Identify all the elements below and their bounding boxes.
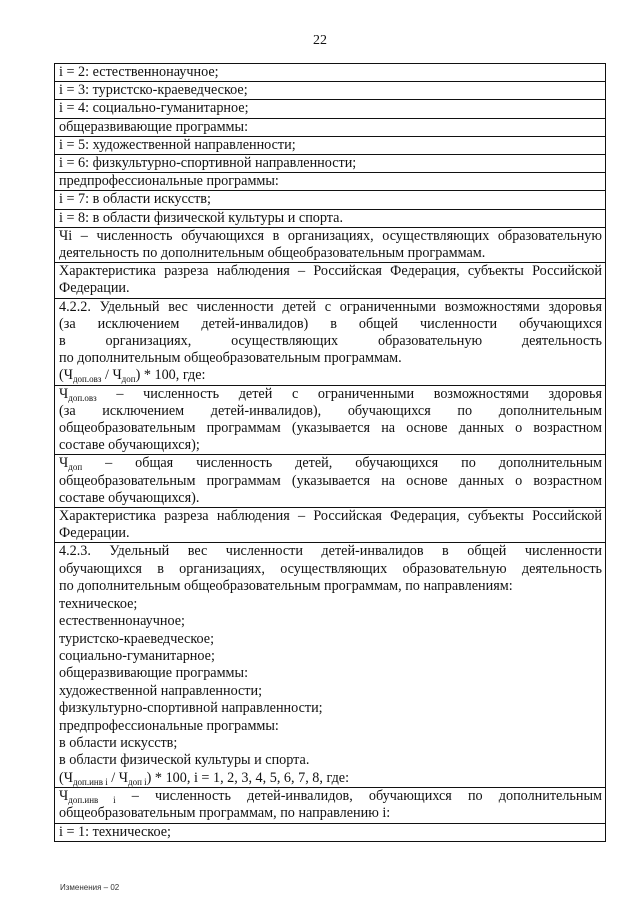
table-row bbox=[54, 100, 606, 118]
row-text: i = 2: естественнонаучное; bbox=[59, 64, 219, 80]
row-line: естественнонаучное; bbox=[59, 613, 185, 630]
row-line: деятельность по дополнительным общеобразовательным программам. bbox=[59, 245, 486, 262]
formula-part: ) * 100, i = 1, 2, 3, 4, 5, 6, 7, 8, где: bbox=[146, 769, 350, 786]
formula bbox=[59, 367, 602, 384]
row-line: в области искусств; bbox=[59, 734, 178, 751]
variable: Ч bbox=[59, 788, 69, 805]
row-line bbox=[59, 455, 602, 472]
row-line: по дополнительным общеобразовательным программам. bbox=[59, 350, 402, 367]
row-line: общеобразовательным программам (указывается на основе данных о возрастном bbox=[59, 420, 602, 437]
row-text: предпрофессиональные программы: bbox=[59, 173, 279, 190]
row-line bbox=[59, 788, 602, 805]
table-row bbox=[54, 228, 606, 263]
page-number: 22 bbox=[313, 33, 327, 48]
table-row bbox=[54, 788, 606, 823]
row-line: Федерации. bbox=[59, 280, 130, 297]
table-row bbox=[54, 155, 606, 173]
formula-part: / Ч bbox=[107, 769, 128, 786]
row-line: общеобразовательным программам, по направлению i: bbox=[59, 805, 391, 822]
row-line-text: – численность детей-инвалидов, обучающихся по дополнительным bbox=[115, 788, 603, 805]
row-line: составе обучающихся). bbox=[59, 489, 200, 506]
row-line bbox=[59, 386, 602, 403]
table-row bbox=[54, 543, 606, 788]
row-line: предпрофессиональные программы: bbox=[59, 717, 279, 734]
row-text: i = 7: в области искусств; bbox=[59, 191, 211, 208]
row-text: i = 6: физкультурно-спортивной направленности; bbox=[59, 155, 357, 172]
row-line: (за исключением детей-инвалидов), обучающихся по дополнительным bbox=[59, 402, 602, 419]
variable: Ч bbox=[59, 385, 69, 402]
row-text: i = 4: социально-гуманитарное; bbox=[59, 100, 249, 117]
table-row bbox=[54, 191, 606, 209]
row-line: социально-гуманитарное; bbox=[59, 647, 215, 664]
document-table bbox=[54, 63, 606, 842]
row-line: составе обучающихся); bbox=[59, 437, 200, 454]
row-line: физкультурно-спортивной направленности; bbox=[59, 700, 323, 717]
formula-subscript: доп bbox=[121, 374, 136, 385]
row-line-text: – общая численность детей, обучающихся по дополнительным bbox=[82, 455, 602, 472]
row-line: обучающихся в организациях, осуществляющих образовательную деятельность bbox=[59, 560, 602, 577]
row-text: i = 5: художественной направленности; bbox=[59, 136, 296, 153]
variable-subscript: доп bbox=[68, 462, 83, 473]
table-row bbox=[54, 173, 606, 191]
row-line: в организациях, осуществляющих образовательную деятельность bbox=[59, 333, 602, 350]
table-row bbox=[54, 455, 606, 508]
variable: Ч bbox=[59, 455, 69, 472]
row-text: i = 8: в области физической культуры и спорта. bbox=[59, 209, 344, 226]
table-row bbox=[54, 137, 606, 155]
row-line: Федерации. bbox=[59, 525, 130, 542]
formula-part: (Ч bbox=[59, 367, 73, 384]
formula-subscript: доп.инв i bbox=[72, 776, 108, 787]
row-line: техническое; bbox=[59, 595, 138, 612]
table-row bbox=[54, 64, 606, 82]
formula-part: (Ч bbox=[59, 769, 73, 786]
table-row bbox=[54, 82, 606, 100]
row-text: i = 1: техническое; bbox=[59, 823, 171, 840]
table-row bbox=[54, 263, 606, 298]
row-line: Чi – численность обучающихся в организациях, осуществляющих образовательную bbox=[59, 227, 602, 244]
row-line: (за исключением детей-инвалидов) в общей численности обучающихся bbox=[59, 315, 602, 332]
variable-subscript: доп.инв i bbox=[68, 795, 116, 806]
formula-part: / Ч bbox=[101, 367, 122, 384]
formula bbox=[59, 770, 602, 787]
row-line: в области физической культуры и спорта. bbox=[59, 752, 310, 769]
table-row bbox=[54, 508, 606, 543]
row-line: художественной направленности; bbox=[59, 682, 263, 699]
table-row bbox=[54, 299, 606, 386]
table-row bbox=[54, 210, 606, 228]
footer-note: Изменения – 02 bbox=[60, 883, 120, 892]
row-line: общеразвивающие программы: bbox=[59, 665, 249, 682]
row-text: общеразвивающие программы: bbox=[59, 118, 249, 135]
row-line: Характеристика разреза наблюдения – Российская Федерация, субъекты Российской bbox=[59, 263, 602, 280]
row-line: 4.2.3. Удельный вес численности детей-инвалидов в общей численности bbox=[59, 543, 602, 560]
table-row bbox=[54, 119, 606, 137]
row-line-text: – численность детей с ограниченными возможностями здоровья bbox=[96, 385, 602, 402]
table-row bbox=[54, 386, 606, 456]
row-line: 4.2.2. Удельный вес численности детей с ограниченными возможностями здоровья bbox=[59, 298, 602, 315]
table-row bbox=[54, 824, 606, 842]
formula-part: ) * 100, где: bbox=[135, 367, 206, 384]
row-line: общеобразовательным программам (указывается на основе данных о возрастном bbox=[59, 472, 602, 489]
row-text: i = 3: туристско-краеведческое; bbox=[59, 82, 248, 99]
formula-subscript: доп.овз bbox=[72, 374, 102, 385]
variable-subscript: доп.овз bbox=[68, 392, 97, 403]
row-line: Характеристика разреза наблюдения – Российская Федерация, субъекты Российской bbox=[59, 508, 602, 525]
row-line: туристско-краеведческое; bbox=[59, 630, 215, 647]
formula-subscript: доп i bbox=[128, 776, 147, 787]
row-line: по дополнительным общеобразовательным программам, по направлениям: bbox=[59, 578, 513, 595]
